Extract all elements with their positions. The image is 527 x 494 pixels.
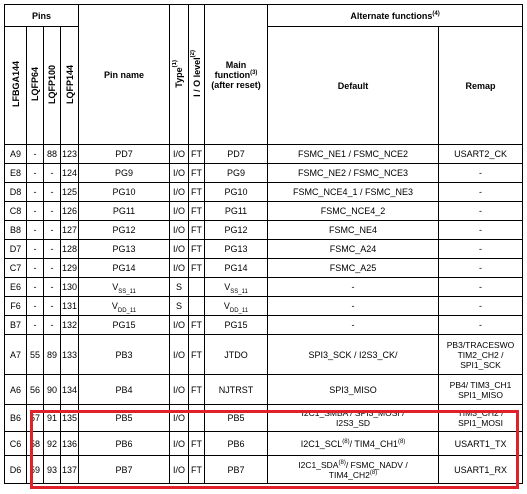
cell: C7 (5, 259, 27, 278)
pin-name-cell: PB5 (79, 405, 170, 432)
type-header: Type$^{(1)}$ (170, 5, 189, 145)
type-cell: I/O (170, 316, 189, 335)
table-row (5, 164, 523, 183)
cell: B6 (5, 405, 27, 432)
cell: 131 (61, 297, 79, 316)
pin-name-cell: PG15 (79, 316, 170, 335)
remap-cell: PB4/ TIM3_CH1 SPI1_MISO (439, 375, 523, 405)
type-cell: I/O (170, 456, 189, 484)
pin-name-cell: PG11 (79, 202, 170, 221)
cell: 57 (27, 405, 44, 432)
io-cell (189, 297, 205, 316)
remap-cell: - (439, 259, 523, 278)
cell: - (27, 183, 44, 202)
io-cell: FT (189, 335, 205, 375)
cell: - (44, 259, 61, 278)
type-cell: S (170, 297, 189, 316)
remap-cell: - (439, 278, 523, 297)
pkg-header-lqfp100: LQFP100 (44, 27, 61, 145)
main-function-cell: PG15 (205, 316, 268, 335)
remap-cell: - (439, 202, 523, 221)
default-cell: FSMC_NE2 / FSMC_NCE3 (268, 164, 439, 183)
cell: - (27, 278, 44, 297)
cell: - (27, 145, 44, 164)
pin-name-cell: PB3 (79, 335, 170, 375)
table-row (5, 145, 523, 164)
table-row (5, 297, 523, 316)
cell: A9 (5, 145, 27, 164)
table-row (5, 432, 523, 456)
cell: B7 (5, 316, 27, 335)
cell: - (44, 278, 61, 297)
pin-name-cell: PB6 (79, 432, 170, 456)
cell: - (27, 316, 44, 335)
table-row (5, 202, 523, 221)
io-cell: FT (189, 240, 205, 259)
main-function-cell: PB7 (205, 456, 268, 484)
cell: 137 (61, 456, 79, 484)
cell: 89 (44, 335, 61, 375)
pkg-header-lqfp144: LQFP144 (61, 27, 79, 145)
pin-name-cell: $V_{SS\_11}$ (79, 278, 170, 297)
cell: D6 (5, 456, 27, 484)
type-cell: I/O (170, 375, 189, 405)
remap-cell: - (439, 240, 523, 259)
cell: 133 (61, 335, 79, 375)
alternate-functions-header: Alternate functions$^{(4)}$ (268, 5, 523, 27)
remap-cell: - (439, 297, 523, 316)
cell: - (27, 297, 44, 316)
io-level-header: I / O level$^{(2)}$ (189, 5, 205, 145)
pin-name-header: Pin name (79, 5, 170, 145)
main-function-cell: PG12 (205, 221, 268, 240)
cell: C8 (5, 202, 27, 221)
pin-name-cell: $V_{DD\_11}$ (79, 297, 170, 316)
default-cell: SPI3_SCK / I2S3_CK/ (268, 335, 439, 375)
table-row (5, 456, 523, 484)
default-cell: I2C1_SDA$^{(8)}$/ FSMC_NADV / TIM4_CH2$^{(8)}$ (268, 456, 439, 484)
cell: - (27, 240, 44, 259)
cell: - (27, 259, 44, 278)
remap-cell: USART1_TX (439, 432, 523, 456)
io-cell: FT (189, 221, 205, 240)
main-function-cell: PG9 (205, 164, 268, 183)
table-row (5, 375, 523, 405)
remap-header: Remap (439, 27, 523, 145)
type-cell: I/O (170, 202, 189, 221)
table-row (5, 183, 523, 202)
cell: A7 (5, 335, 27, 375)
cell: 127 (61, 221, 79, 240)
cell: E6 (5, 278, 27, 297)
cell: E8 (5, 164, 27, 183)
cell: 132 (61, 316, 79, 335)
table-row (5, 316, 523, 335)
cell: 125 (61, 183, 79, 202)
io-cell: FT (189, 259, 205, 278)
io-cell: FT (189, 164, 205, 183)
cell: - (44, 221, 61, 240)
io-cell (189, 405, 205, 432)
cell: 129 (61, 259, 79, 278)
remap-cell: USART2_CK (439, 145, 523, 164)
pin-name-cell: PG13 (79, 240, 170, 259)
io-cell: FT (189, 432, 205, 456)
type-cell: I/O (170, 221, 189, 240)
cell: D8 (5, 183, 27, 202)
cell: 88 (44, 145, 61, 164)
cell: 130 (61, 278, 79, 297)
cell: 58 (27, 432, 44, 456)
default-cell: FSMC_A24 (268, 240, 439, 259)
cell: 134 (61, 375, 79, 405)
type-cell: I/O (170, 145, 189, 164)
default-cell: FSMC_NE4 (268, 221, 439, 240)
io-cell: FT (189, 456, 205, 484)
cell: 93 (44, 456, 61, 484)
cell: - (44, 202, 61, 221)
remap-cell: - (439, 316, 523, 335)
io-cell: FT (189, 145, 205, 164)
cell: 123 (61, 145, 79, 164)
main-function-cell: PG11 (205, 202, 268, 221)
pins-header: Pins (5, 5, 79, 27)
cell: - (27, 202, 44, 221)
default-cell: FSMC_A25 (268, 259, 439, 278)
main-function-cell: PD7 (205, 145, 268, 164)
cell: - (44, 164, 61, 183)
default-cell: I2C1_SCL$^{(8)}$/ TIM4_CH1$^{(8)}$ (268, 432, 439, 456)
cell: - (44, 183, 61, 202)
default-cell: FSMC_NCE4_2 (268, 202, 439, 221)
default-cell: - (268, 278, 439, 297)
type-cell: I/O (170, 183, 189, 202)
cell: F6 (5, 297, 27, 316)
main-function-header: Main function$^{(3)}$ (after reset) (205, 5, 268, 145)
default-cell: FSMC_NE1 / FSMC_NCE2 (268, 145, 439, 164)
pin-name-cell: PB7 (79, 456, 170, 484)
pin-name-cell: PG9 (79, 164, 170, 183)
table-row (5, 240, 523, 259)
main-function-cell: PB5 (205, 405, 268, 432)
type-cell: I/O (170, 240, 189, 259)
main-function-cell: $V_{DD\_11}$ (205, 297, 268, 316)
cell: - (27, 221, 44, 240)
type-cell: I/O (170, 405, 189, 432)
cell: 90 (44, 375, 61, 405)
table-row (5, 259, 523, 278)
main-function-cell: $V_{SS\_11}$ (205, 278, 268, 297)
remap-cell: - (439, 183, 523, 202)
cell: 135 (61, 405, 79, 432)
pkg-header-lfbga144: LFBGA144 (5, 27, 27, 145)
pin-name-cell: PB4 (79, 375, 170, 405)
remap-cell: USART1_RX (439, 456, 523, 484)
cell: 55 (27, 335, 44, 375)
cell: D7 (5, 240, 27, 259)
main-function-cell: PG10 (205, 183, 268, 202)
cell: B8 (5, 221, 27, 240)
default-cell: I2C1_SMBA / SPI3_MOSI / I2S3_SD (268, 405, 439, 432)
cell: - (27, 164, 44, 183)
default-cell: FSMC_NCE4_1 / FSMC_NE3 (268, 183, 439, 202)
cell: 56 (27, 375, 44, 405)
pinout-table (4, 4, 523, 484)
remap-cell: - (439, 221, 523, 240)
default-cell: - (268, 316, 439, 335)
cell: A6 (5, 375, 27, 405)
cell: 59 (27, 456, 44, 484)
io-cell (189, 278, 205, 297)
table-row (5, 221, 523, 240)
table-row (5, 278, 523, 297)
cell: - (44, 297, 61, 316)
cell: 136 (61, 432, 79, 456)
type-cell: S (170, 278, 189, 297)
default-cell: - (268, 297, 439, 316)
io-cell: FT (189, 202, 205, 221)
io-cell: FT (189, 316, 205, 335)
cell: - (44, 240, 61, 259)
table-row (5, 335, 523, 375)
cell: 91 (44, 405, 61, 432)
pin-name-cell: PG14 (79, 259, 170, 278)
pkg-header-lqfp64: LQFP64 (27, 27, 44, 145)
default-header: Default (268, 27, 439, 145)
type-cell: I/O (170, 259, 189, 278)
cell: - (44, 316, 61, 335)
remap-cell: PB3/TRACESWO TIM2_CH2 / SPI1_SCK (439, 335, 523, 375)
remap-cell: - (439, 164, 523, 183)
main-function-cell: PB6 (205, 432, 268, 456)
cell: 126 (61, 202, 79, 221)
cell: 92 (44, 432, 61, 456)
pin-name-cell: PD7 (79, 145, 170, 164)
pin-name-cell: PG10 (79, 183, 170, 202)
io-cell: FT (189, 375, 205, 405)
cell: 128 (61, 240, 79, 259)
type-cell: I/O (170, 432, 189, 456)
main-function-cell: NJTRST (205, 375, 268, 405)
main-function-cell: PG14 (205, 259, 268, 278)
main-function-cell: PG13 (205, 240, 268, 259)
type-cell: I/O (170, 335, 189, 375)
io-cell: FT (189, 183, 205, 202)
main-function-cell: JTDO (205, 335, 268, 375)
cell: 124 (61, 164, 79, 183)
default-cell: SPI3_MISO (268, 375, 439, 405)
type-cell: I/O (170, 164, 189, 183)
pin-name-cell: PG12 (79, 221, 170, 240)
remap-cell: TIM3_CH2 / SPI1_MOSI (439, 405, 523, 432)
table-row (5, 405, 523, 432)
cell: C6 (5, 432, 27, 456)
